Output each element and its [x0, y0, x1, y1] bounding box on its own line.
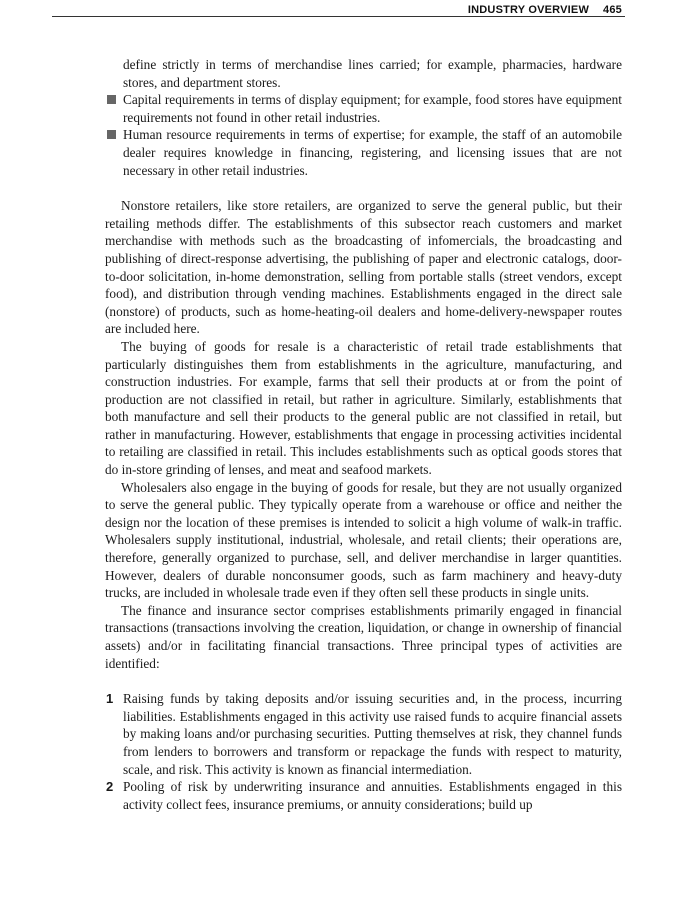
bullet-text: Human resource requirements in terms of expertise; for example, the staff of an automobile dealer requires knowledge in financing, registering, and licensing issues that are not necessary in other retail industries. [123, 127, 622, 178]
paragraph: Nonstore retailers, like store retailers, are organized to serve the general public, but their retailing methods differ. The establishments of this subsector reach customers and market merchandise with methods such as the broadcasting of infomercials, the broadcasting and publishing of direct-response advertising, the publishing of paper and electronic catalogs, door-to-door solicitation, in-home demonstration, selling from portable stalls (street vendors, except food), and distribution through vending machines. Establishments engaged in the direct sale (nonstore) of products, such as home-heating-oil dealers and home-delivery-newspaper routes are included here. [105, 198, 622, 337]
header-rule [52, 16, 625, 17]
paragraph: Wholesalers also engage in the buying of goods for resale, but they are not usually organized to serve the general public. They typically operate from a warehouse or office and neither the design nor the location of these premises is intended to solicit a high volume of walk-in traffic. Wholesalers supply institutional, industrial, wholesale, and retail clients; their operations are, therefore, generally organized to purchase, sell, and deliver merchandise in larger quantities. However, dealers of durable nonconsumer goods, such as farm machinery and heavy-duty trucks, are included in wholesale trade even if they often sell these products in single units. [105, 479, 622, 601]
square-bullet-icon [107, 130, 116, 139]
page-number: 465 [603, 4, 622, 16]
page-body [105, 56, 622, 813]
item-text: Pooling of risk by underwriting insurance and annuities. Establishments engaged in this activity collect fees, insurance premiums, or annuity considerations; build up [123, 779, 622, 812]
item-text: Raising funds by taking deposits and/or issuing securities and, in the process, incurring liabilities. Establishments engaged in this activity use raised funds to acquire financial assets by making loans and/or purchasing securities. Putting themselves at risk, they channel funds from lenders to borrowers and transform or repackage the funds with respect to maturity, scale, and risk. This activity is known as financial intermediation. [123, 691, 622, 777]
item-number: 2 [106, 779, 114, 795]
paragraph: The buying of goods for resale is a characteristic of retail trade establishments that particularly distinguishes them from establishments in the agriculture, manufacturing, and construction industries. For example, farms that sell their products at or from the point of production are not classified in retail, but rather in agriculture. Similarly, establishments that both manufacture and sell their products to the general public are not classified in retail, but rather in manufacturing. However, establishments that engage in processing activities incidental to retailing are classified in retail. This includes establishments such as optical goods stores that do in-store grinding of lenses, and meat and seafood markets. [105, 338, 622, 478]
bullet-list [105, 91, 622, 179]
bullet-item [105, 126, 622, 179]
numbered-item [105, 690, 622, 778]
bullet-text: Capital requirements in terms of display equipment; for example, food stores have equipment requirements not found in other retail industries. [123, 92, 622, 125]
header-text [468, 4, 622, 16]
numbered-list [105, 690, 622, 813]
numbered-item [105, 778, 622, 813]
continuation-text: define strictly in terms of merchandise lines carried; for example, pharmacies, hardware stores, and department stores. [123, 57, 622, 90]
square-bullet-icon [107, 95, 116, 104]
bullet-item [105, 91, 622, 126]
header-title: INDUSTRY OVERVIEW [467, 4, 590, 16]
spacer [105, 672, 622, 690]
running-header [0, 0, 695, 17]
item-number: 1 [106, 691, 114, 707]
spacer [105, 179, 622, 197]
paragraph: The finance and insurance sector comprises establishments primarily engaged in financial transactions (transactions involving the creation, liquidation, or change in ownership of financial assets) and/or in facilitating financial transactions. Three principal types of activities are identified: [105, 602, 622, 671]
